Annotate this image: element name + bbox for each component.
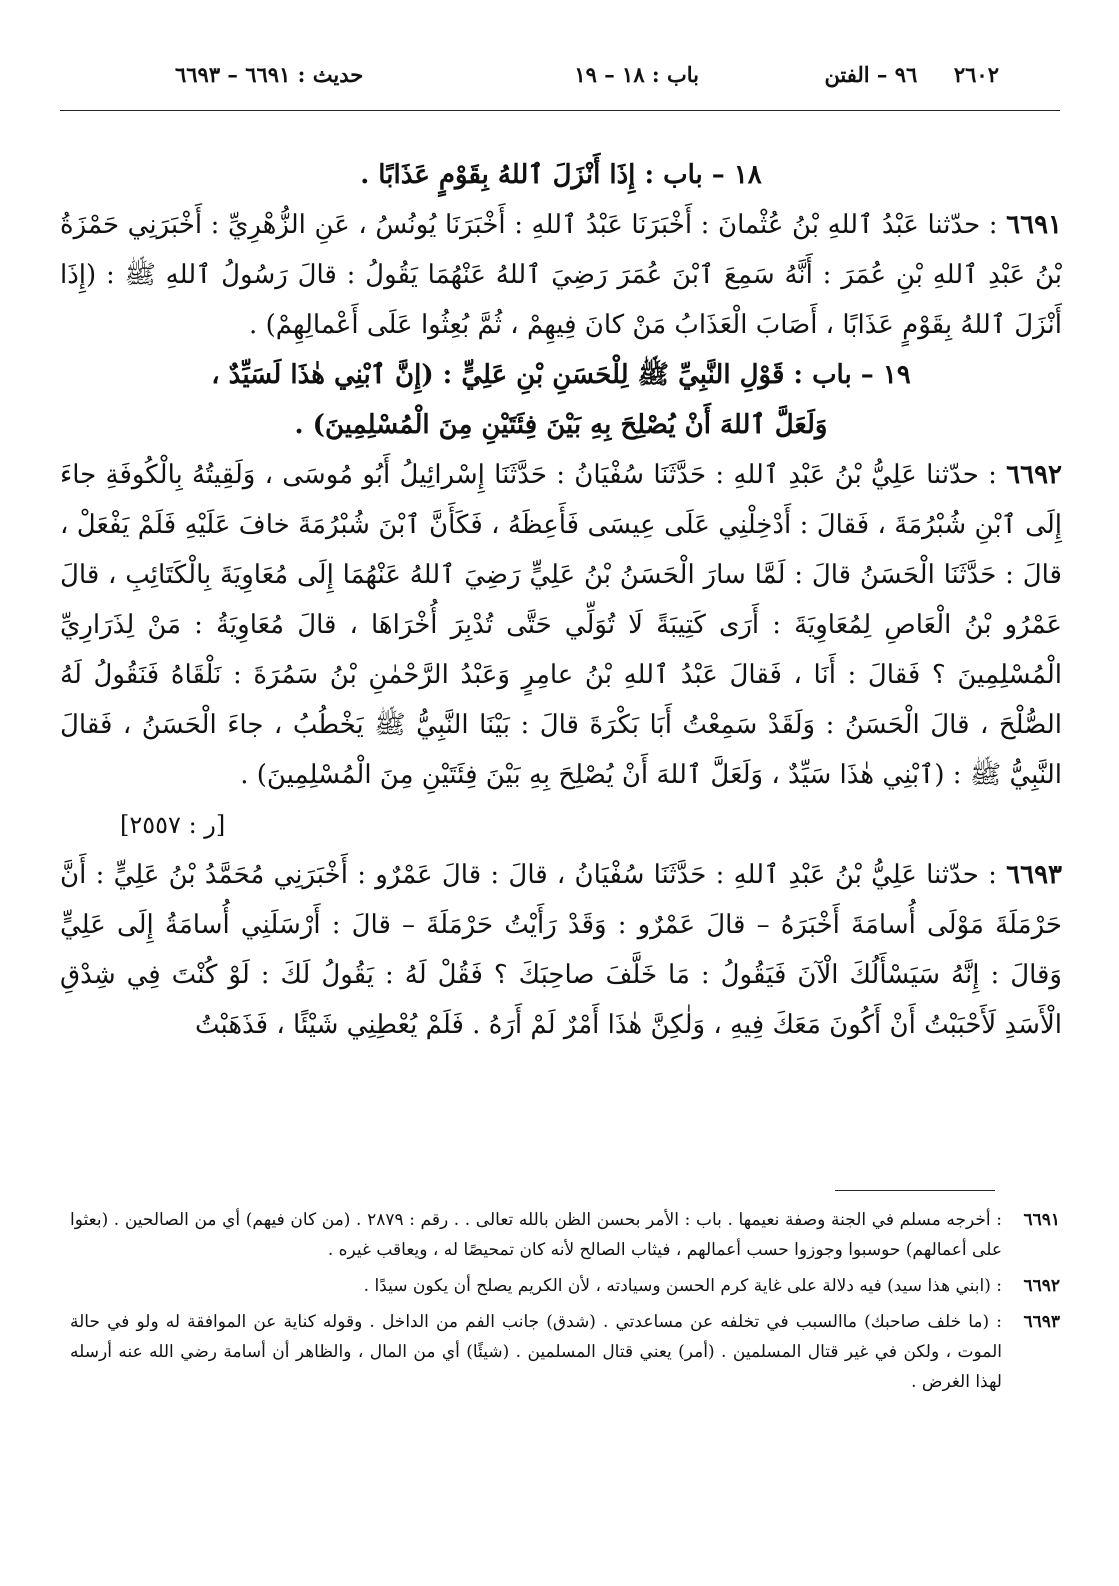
footnotes — [70, 1205, 1060, 1403]
footnote-6693 — [70, 1307, 1060, 1397]
hadith-6691 — [60, 200, 1062, 350]
hadith-6692-text: : حدّثنا عَلِيُّ بْنُ عَبْدِ ٱللهِ : حَدَّثَنَا سُفْيَانُ : حَدَّثَنَا إِسْرائِيلُ أَبُو مُوسَى ، وَلَقِيتُهُ بِالْكُوفَةِ جاءَ إِلَى ٱبْنِ شُبْرُمَةَ ، فَقالَ : أَدْخِلْنِي عَلَى عِيسَى فَأَعِظَهُ ، فَكَأَنَّ ٱبْنَ شُبْرُمَةَ خافَ عَلَيْهِ فَلَمْ يَفْعَلْ ، قالَ : حَدَّثَنَا الْحَسَنُ قالَ : لَمَّا سارَ الْحَسَنُ بْنُ عَلِيٍّ رَضِيَ ٱللهُ عَنْهُمَا إِلَى مُعَاوِيَةَ بِالْكَتَائِبِ ، قالَ عَمْرُو بْنُ الْعَاصِ لِمُعَاوِيَةَ : أَرَى كَتِيبَةً لَا تُوَلِّي حَتَّى تُدْبِرَ أُخْرَاهَا ، قالَ مُعَاوِيَةُ : مَنْ لِذَرَارِيِّ الْمُسْلِمِينَ ؟ فَقالَ : أَنَا ، فَقالَ عَبْدُ ٱللهِ بْنُ عامِرٍ وَعَبْدُ الرَّحْمٰنِ بْنُ سَمُرَةَ : نَلْقَاهُ فَنَقُولُ لَهُ الصُّلْحَ ، قالَ الْحَسَنُ : وَلَقَدْ سَمِعْتُ أَبَا بَكْرَةَ قالَ : بَيْنَا النَّبِيُّ ﷺ يَخْطُبُ ، جاءَ الْحَسَنُ ، فَقالَ النَّبِيُّ ﷺ : (ٱبْنِي هٰذَا سَيِّدٌ ، وَلَعَلَّ ٱللهَ أَنْ يُصْلِحَ بِهِ بَيْنَ فِئَتَيْنِ مِنَ الْمُسْلِمِينَ) . — [60, 460, 1062, 790]
hadith-range: حديث : ٦٦٩١ – ٦٦٩٣ — [175, 62, 364, 87]
footnote-number: ٦٦٩٢ — [1023, 1276, 1060, 1296]
footnote-text: : أخرجه مسلم في الجنة وصفة نعيمها . باب : الأمر بحسن الظن بالله تعالى . . رقم : ٢٨٧٩ . (من كان فيهم) أي من الصالحين . (بعثوا على أعمالهم) حوسبوا وجوزوا حسب أعمالهم ، فيثاب الصالح لأنه كان تمحيصًا له ، ويعاقب غيره . — [70, 1210, 1002, 1260]
hadith-6692 — [60, 450, 1062, 800]
book-title: ٩٦ – الفتن — [824, 62, 918, 87]
footnote-divider — [835, 1190, 995, 1191]
hadith-6692-number: ٦٦٩٢ — [1006, 460, 1062, 490]
running-header — [175, 62, 999, 92]
chapter-18-heading: ١٨ – باب : إِذَا أَنْزَلَ ٱللهُ بِقَوْمٍ عَذَابًا . — [360, 160, 762, 190]
footnote-6691 — [70, 1205, 1060, 1265]
footnote-number: ٦٦٩٣ — [1023, 1312, 1060, 1332]
footnote-6692 — [70, 1271, 1060, 1301]
footnote-text: : (ابني هذا سيد) فيه دلالة على غاية كرم الحسن وسيادته ، لأن الكريم يصلح أن يكون سيدًا . — [363, 1276, 1002, 1296]
hadith-6693-number: ٦٦٩٣ — [1006, 860, 1063, 890]
chapter-19-heading-line-2: وَلَعَلَّ ٱللهَ أَنْ يُصْلِحَ بِهِ بَيْنَ فِئَتَيْنِ مِنَ الْمُسْلِمِينَ) . — [294, 410, 828, 440]
hadith-6691-text: : حدّثنا عَبْدُ ٱللهِ بْنُ عُثْمانَ : أَخْبَرَنَا عَبْدُ ٱللهِ : أَخْبَرَنَا يُونُسُ ، عَنِ الزُّهْرِيِّ : أَخْبَرَنِي حَمْزَةُ بْنُ عَبْدِ ٱللهِ بْنِ عُمَرَ : أَنَّهُ سَمِعَ ٱبْنَ عُمَرَ رَضِيَ ٱللهُ عَنْهُمَا يَقُولُ : قالَ رَسُولُ ٱللهِ ﷺ : (إِذَا أَنْزَلَ ٱللهُ بِقَوْمٍ عَذَابًا ، أَصَابَ الْعَذَابُ مَنْ كانَ فِيهِمْ ، ثُمَّ بُعِثُوا عَلَى أَعْمالِهِمْ) . — [60, 210, 1062, 340]
page-number: ٢٦٠٢ — [953, 62, 999, 87]
hadith-6691-number: ٦٦٩١ — [1006, 210, 1062, 240]
chapter-range: باب : ١٨ – ١٩ — [574, 62, 699, 87]
hadith-6693-text: : حدّثنا عَلِيُّ بْنُ عَبْدِ ٱللهِ : حَدَّثَنَا سُفْيَانُ ، قالَ : قالَ عَمْرٌو : أَخْبَرَنِي مُحَمَّدُ بْنُ عَلِيٍّ : أَنَّ حَرْمَلَةَ مَوْلَى أُسامَةَ أَخْبَرَهُ – قالَ عَمْرٌو : وَقَدْ رَأَيْتُ حَرْمَلَةَ – قالَ : أَرْسَلَنِي أُسامَةُ إِلَى عَلِيٍّ وَقالَ : إِنَّهُ سَيَسْأَلُكَ الْآنَ فَيَقُولُ : مَا خَلَّفَ صاحِبَكَ ؟ فَقُلْ لَهُ : يَقُولُ لَكَ : لَوْ كُنْتَ فِي شِدْقِ الْأَسَدِ لَأَحْبَبْتُ أَنْ أَكُونَ مَعَكَ فِيهِ ، وَلٰكِنَّ هٰذَا أَمْرٌ لَمْ أَرَهُ . فَلَمْ يُعْطِنِي شَيْئًا ، فَذَهَبْتُ — [60, 860, 1062, 1040]
page-number-and-book — [824, 62, 999, 87]
footnote-text: : (ما خلف صاحبك) ماالسبب في تخلفه عن مساعدتي . (شدق) جانب الفم من الداخل . وقوله كناية عن الموافقة له ولو في حالة الموت ، ولكن في غير قتال المسلمين . (أمر) يعني قتال المسلمين . (شيئًا) أي من المال ، والظاهر أن أسامة رضي الله عنه أرسله لهذا الغرض . — [70, 1312, 1002, 1392]
hadith-6693 — [60, 850, 1062, 1050]
main-text — [60, 150, 1062, 1050]
hadith-6692-reference: [ر : ٢٥٥٧] — [120, 811, 226, 839]
header-divider — [60, 110, 1060, 111]
footnote-number: ٦٦٩١ — [1023, 1210, 1060, 1230]
chapter-19-heading-line-1: ١٩ – باب : قَوْلِ النَّبِيِّ ﷺ لِلْحَسَنِ بْنِ عَلِيٍّ : (إِنَّ ٱبْنِي هٰذَا لَسَيِّدٌ ، — [211, 360, 911, 390]
